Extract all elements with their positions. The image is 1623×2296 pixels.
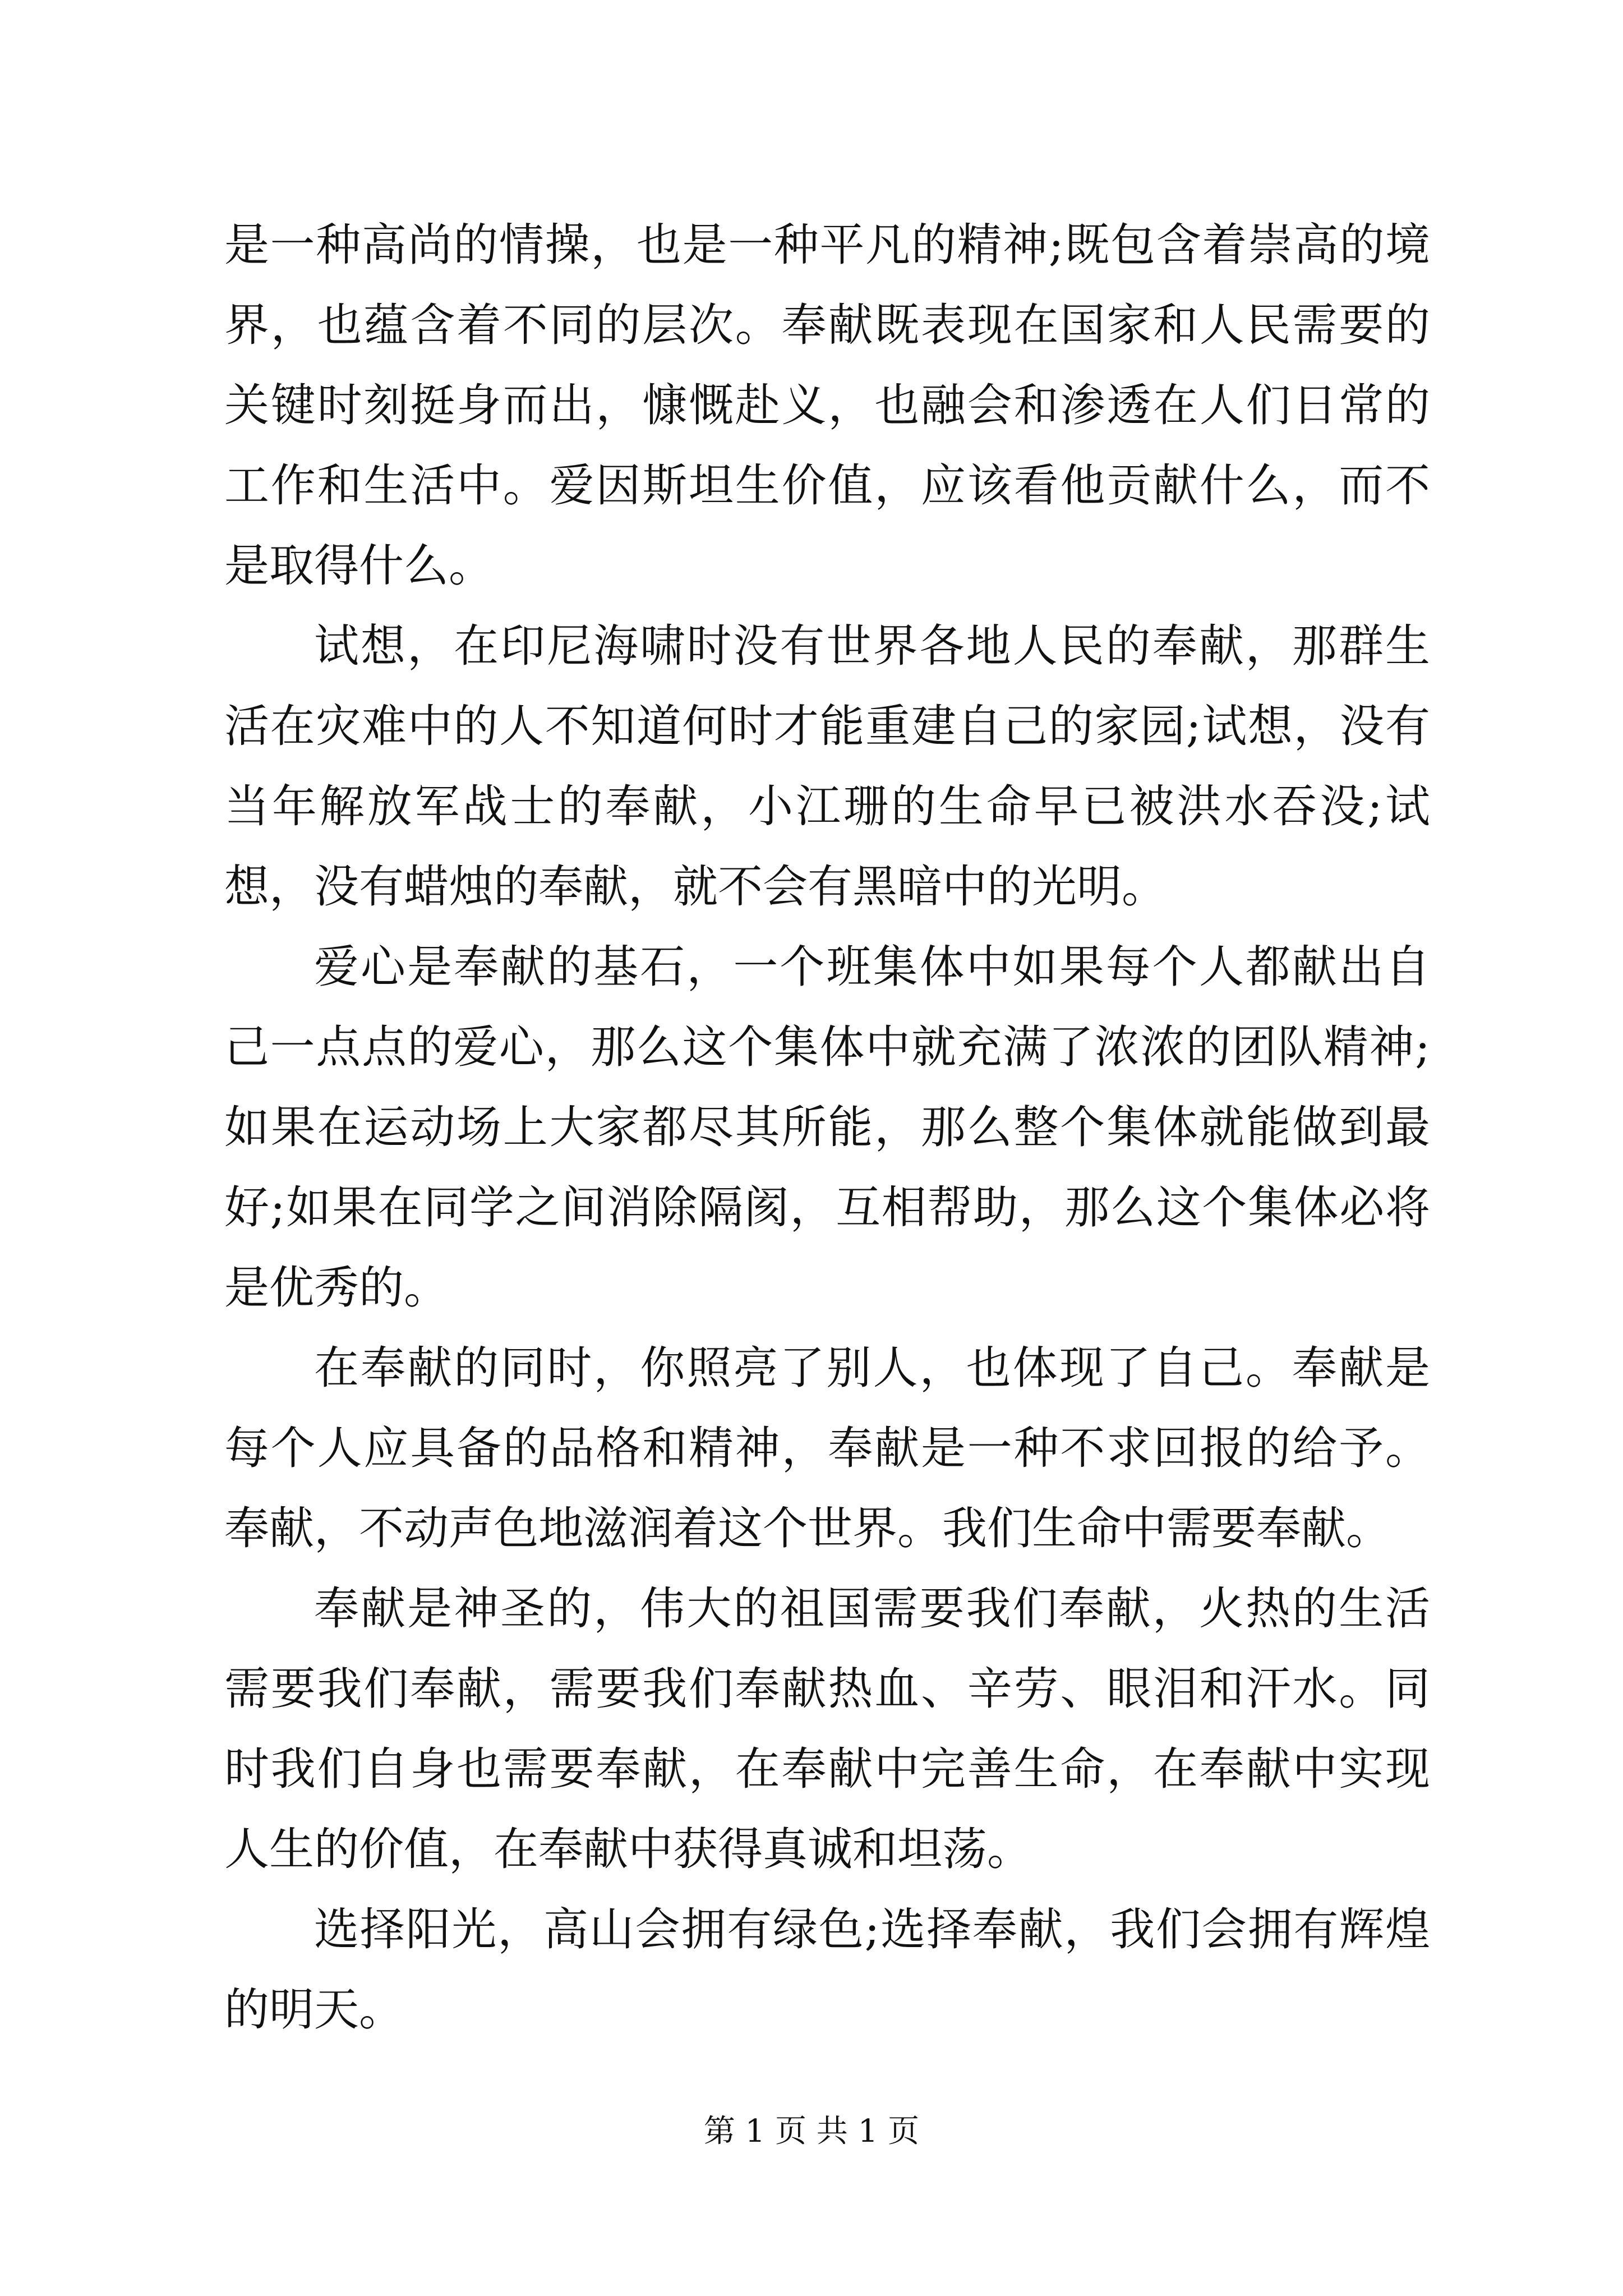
document-body bbox=[224, 205, 1430, 2050]
page-footer: 第 1 页 共 1 页 bbox=[703, 2113, 920, 2150]
paragraph-6: 选择阳光，高山会拥有绿色;选择奉献，我们会拥有辉煌的明天。 bbox=[224, 1903, 1430, 2036]
paragraph-4: 在奉献的同时，你照亮了别人，也体现了自己。奉献是每个人应具备的品格和精神，奉献是一种不求回报的给予。奉献，不动声色地滋润着这个世界。我们生命中需要奉献。 bbox=[224, 1342, 1430, 1554]
paragraph-5: 奉献是神圣的，伟大的祖国需要我们奉献，火热的生活需要我们奉献，需要我们奉献热血、辛劳、眼泪和汗水。同时我们自身也需要奉献，在奉献中完善生命，在奉献中实现人生的价值，在奉献中获得真诚和坦荡。 bbox=[224, 1582, 1430, 1875]
paragraph-3: 爱心是奉献的基石，一个班集体中如果每个人都献出自己一点点的爱心，那么这个集体中就充满了浓浓的团队精神;如果在运动场上大家都尽其所能，那么整个集体就能做到最好;如果在同学之间消除隔阂，互相帮助，那么这个集体必将是优秀的。 bbox=[224, 941, 1430, 1314]
paragraph-1: 是一种高尚的情操，也是一种平凡的精神;既包含着崇高的境界，也蕴含着不同的层次。奉献既表现在国家和人民需要的关键时刻挺身而出，慷慨赴义，也融会和渗透在人们日常的工作和生活中。爱因斯坦生价值，应该看他贡献什么，而不是取得什么。 bbox=[224, 219, 1430, 592]
paragraph-2: 试想，在印尼海啸时没有世界各地人民的奉献，那群生活在灾难中的人不知道何时才能重建自己的家园;试想，没有当年解放军战士的奉献，小江珊的生命早已被洪水吞没;试想，没有蜡烛的奉献，就不会有黑暗中的光明。 bbox=[224, 620, 1430, 913]
